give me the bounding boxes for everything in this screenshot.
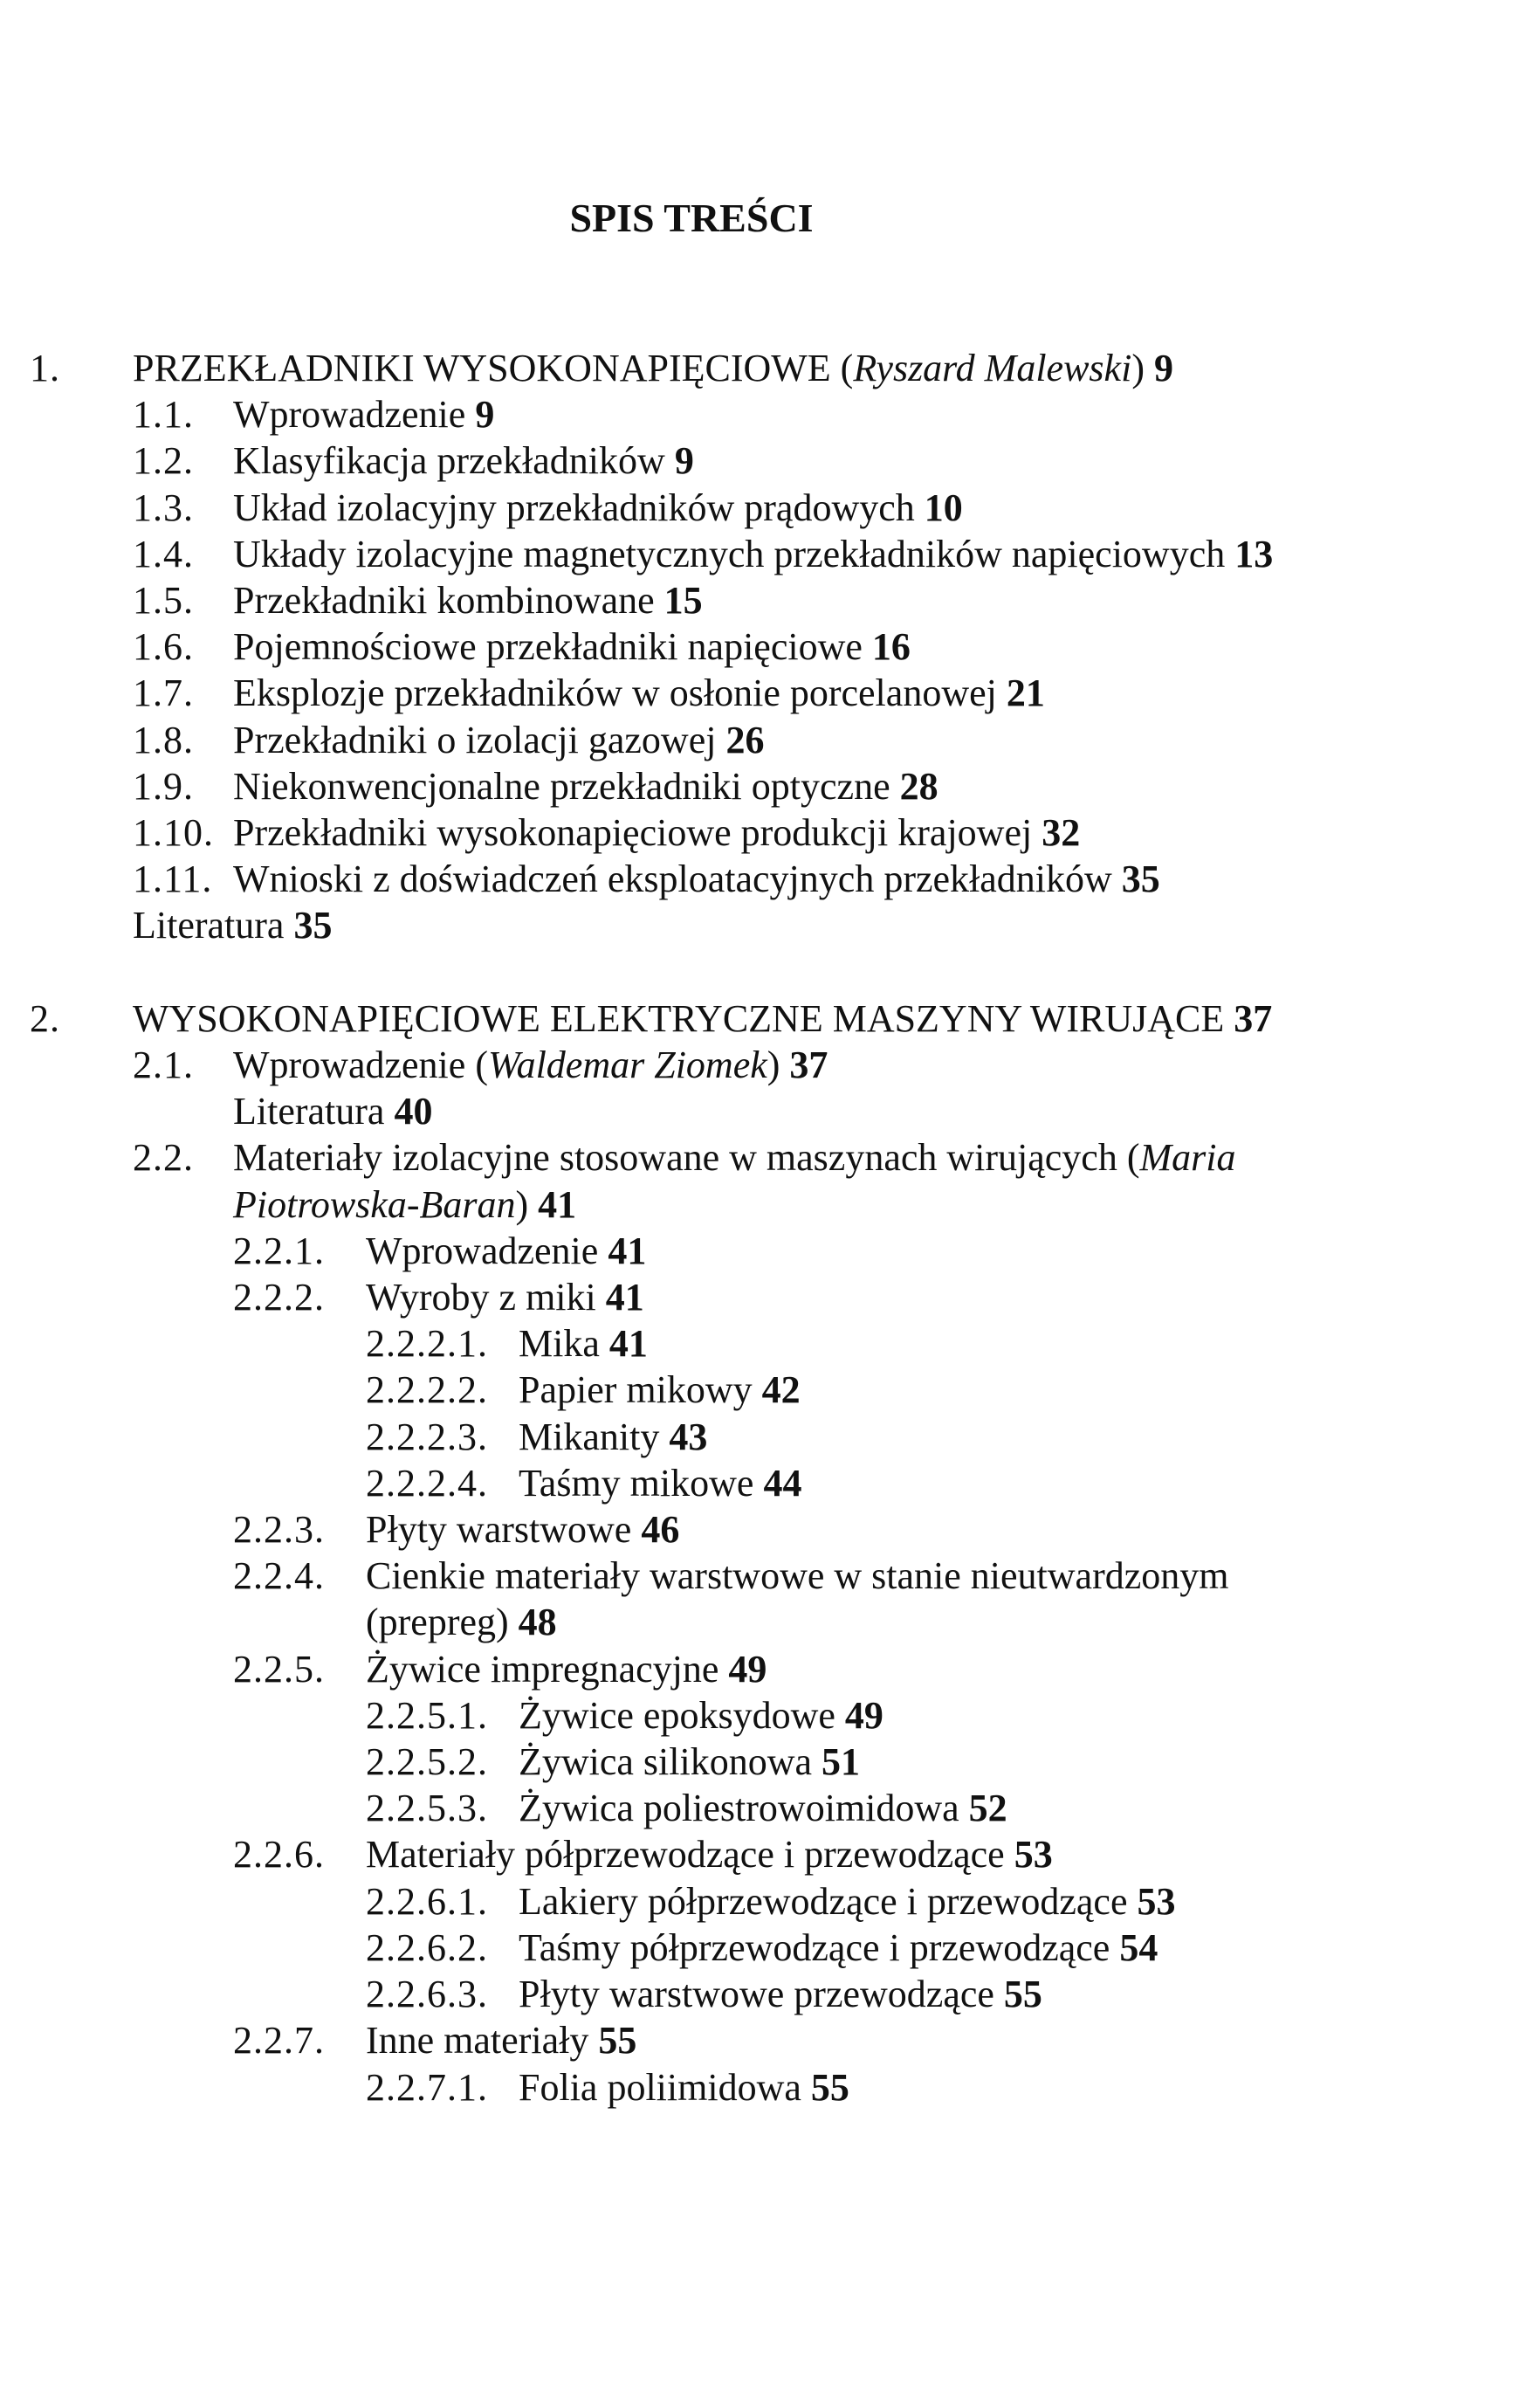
- toc-entry: [0, 1042, 1540, 1088]
- entry-page-number: 9: [1153, 347, 1173, 389]
- toc-entry: [0, 1088, 1540, 1134]
- toc-entry: [0, 1739, 1540, 1785]
- entry-title: Niekonwencjonalne przekładniki optyczne: [233, 764, 890, 808]
- entry-text: [519, 1971, 1540, 2017]
- toc-entry: [0, 577, 1540, 623]
- entry-text: [233, 391, 1540, 437]
- entry-page-number: 15: [663, 579, 703, 623]
- entry-title: Przekładniki wysokonapięciowe produkcji krajowej: [233, 811, 1033, 855]
- toc-entry: [0, 531, 1540, 577]
- entry-page-number: 9: [475, 393, 495, 437]
- entry-text: [233, 763, 1540, 809]
- toc-entry: [0, 1785, 1540, 1831]
- entry-page-number: 44: [763, 1461, 802, 1505]
- entry-page-number: 49: [728, 1647, 767, 1691]
- entry-title: Papier mikowy: [519, 1368, 753, 1412]
- entry-title: Przekładniki o izolacji gazowej: [233, 718, 717, 761]
- entry-text: [519, 1414, 1540, 1460]
- entry-title: Żywica poliestrowoimidowa: [519, 1787, 959, 1830]
- toc-entry: [0, 856, 1540, 902]
- entry-title: Układ izolacyjny przekładników prądowych: [233, 486, 915, 529]
- toc-entry: [0, 1553, 1540, 1645]
- entry-number: 2.2.2.1.: [366, 1322, 488, 1366]
- entry-page-number: 53: [1014, 1833, 1053, 1877]
- toc-entry: [0, 717, 1540, 763]
- entry-text: [519, 1785, 1540, 1831]
- entry-number: 1.5.: [133, 579, 194, 623]
- entry-number: 2.1.: [133, 1043, 194, 1087]
- entry-title: WYSOKONAPIĘCIOWE ELEKTRYCZNE MASZYNY WIRUJĄCE: [133, 996, 1225, 1040]
- entry-text: [366, 1274, 1540, 1320]
- entry-page-number: 32: [1042, 811, 1081, 855]
- entry-text: [366, 1228, 1540, 1274]
- table-of-contents: [0, 345, 1540, 2111]
- entry-title: Układy izolacyjne magnetycznych przekładników napięciowych: [233, 532, 1226, 575]
- entry-title: Płyty warstwowe przewodzące: [519, 1973, 994, 2016]
- entry-text: [519, 1739, 1540, 1785]
- toc-entry: [0, 1460, 1540, 1506]
- entry-title: Literatura: [133, 904, 285, 947]
- toc-entry: [0, 485, 1540, 531]
- entry-page-number: 41: [605, 1276, 644, 1319]
- entry-title: Żywica silikonowa: [519, 1740, 813, 1784]
- entry-page-number: 52: [968, 1787, 1007, 1830]
- entry-title: Materiały półprzewodzące i przewodzące: [366, 1833, 1005, 1877]
- entry-text: PRZEKŁADNIKI WYSOKONAPIĘCIOWE (Ryszard Malewski) 9: [133, 347, 1173, 389]
- entry-number: 2.2.3.: [233, 1508, 325, 1552]
- entry-page-number: 42: [761, 1368, 801, 1412]
- toc-entry: [0, 437, 1540, 484]
- entry-title: Przekładniki kombinowane: [233, 579, 655, 623]
- entry-author: Waldemar Ziomek: [487, 1043, 767, 1087]
- entry-page-number: 41: [608, 1229, 647, 1272]
- entry-number: 2.2.1.: [233, 1229, 325, 1272]
- entry-number: 1.8.: [133, 718, 194, 761]
- entry-text: [519, 1320, 1540, 1367]
- entry-author: Ryszard Malewski: [853, 347, 1132, 389]
- entry-text: [233, 670, 1540, 716]
- entry-title: Taśmy półprzewodzące i przewodzące: [519, 1925, 1110, 1969]
- entry-number: 1.11.: [133, 857, 213, 901]
- toc-entry: [0, 2017, 1540, 2063]
- entry-title: Wyroby z miki: [366, 1276, 596, 1319]
- toc-entry: [0, 2064, 1540, 2111]
- entry-text: [233, 717, 1540, 763]
- toc-entry: [0, 1506, 1540, 1553]
- entry-page-number: 48: [518, 1601, 557, 1644]
- entry-text: [519, 1878, 1540, 1925]
- entry-title: Materiały izolacyjne stosowane w maszynach wirujących: [233, 1136, 1117, 1180]
- entry-page-number: 28: [899, 764, 938, 808]
- entry-page-number: 35: [293, 904, 333, 947]
- entry-title: Lakiery półprzewodzące i przewodzące: [519, 1879, 1128, 1923]
- entry-text: [233, 623, 1540, 670]
- page-title: SPIS TREŚCI: [569, 196, 814, 240]
- entry-page-number: 9: [674, 439, 694, 483]
- entry-text: [233, 809, 1540, 856]
- entry-page-number: 55: [598, 2019, 637, 2063]
- entry-number: 1.6.: [133, 625, 194, 669]
- entry-number: 1.4.: [133, 532, 194, 575]
- toc-entry: [0, 1414, 1540, 1460]
- entry-text: [519, 1460, 1540, 1506]
- entry-text: [519, 1367, 1540, 1413]
- entry-number: 1.2.: [133, 439, 194, 483]
- entry-title: Wprowadzenie: [233, 1043, 466, 1087]
- entry-page-number: 41: [608, 1322, 648, 1366]
- entry-title: Żywice epoksydowe: [519, 1693, 835, 1737]
- entry-number: 1.10.: [133, 811, 214, 855]
- entry-title: Wnioski z doświadczeń eksploatacyjnych przekładników: [233, 857, 1112, 901]
- entry-page-number: 54: [1119, 1925, 1158, 1969]
- entry-text: [366, 2017, 1540, 2063]
- entry-text: [519, 1925, 1540, 1971]
- entry-title: Inne materiały: [366, 2019, 589, 2063]
- entry-page-number: 40: [394, 1090, 433, 1133]
- toc-entry: [0, 763, 1540, 809]
- entry-number: 2.2.5.1.: [366, 1693, 488, 1737]
- entry-title: Klasyfikacja przekładników: [233, 439, 665, 483]
- entry-page-number: 55: [1003, 1973, 1042, 2016]
- entry-number: 2.2.7.1.: [366, 2065, 488, 2109]
- entry-title: Cienkie materiały warstwowe w stanie nieutwardzonym (prepreg): [366, 1554, 1229, 1644]
- entry-title: Mika: [519, 1322, 600, 1366]
- toc-entry: [0, 809, 1540, 856]
- entry-title: Żywice impregnacyjne: [366, 1647, 719, 1691]
- entry-page-number: 16: [871, 625, 911, 669]
- entry-title: Taśmy mikowe: [519, 1461, 754, 1505]
- entry-page-number: 46: [641, 1508, 680, 1552]
- entry-page-number: 49: [844, 1693, 883, 1737]
- entry-number: 2.2.6.2.: [366, 1925, 488, 1969]
- entry-text: [366, 1506, 1540, 1553]
- toc-entry: [0, 391, 1540, 437]
- entry-number: 2.2.6.3.: [366, 1973, 488, 2016]
- entry-title: Płyty warstwowe: [366, 1508, 632, 1552]
- entry-text: [366, 1553, 1540, 1645]
- entry-number: 1.7.: [133, 672, 194, 715]
- entry-title: Literatura: [233, 1090, 385, 1133]
- entry-number: 2.2.2.3.: [366, 1415, 488, 1458]
- toc-entry: [0, 1646, 1540, 1692]
- entry-title: Pojemnościowe przekładniki napięciowe: [233, 625, 863, 669]
- entry-text: Materiały izolacyjne stosowane w maszynach wirujących (Maria Piotrowska-Baran) 41: [233, 1136, 1236, 1226]
- entry-page-number: 37: [1234, 996, 1273, 1040]
- entry-number: 2.2.2.4.: [366, 1461, 488, 1505]
- entry-text: [233, 577, 1540, 623]
- entry-number: 2.2.7.: [233, 2019, 325, 2063]
- entry-title: PRZEKŁADNIKI WYSOKONAPIĘCIOWE: [133, 347, 831, 389]
- entry-text: [366, 1646, 1540, 1692]
- entry-text: [519, 1692, 1540, 1739]
- toc-entry: [0, 902, 1540, 948]
- entry-number: 2.2.5.2.: [366, 1740, 488, 1784]
- entry-text: [233, 1088, 1540, 1134]
- entry-page-number: 55: [810, 2065, 849, 2109]
- entry-title: Wprowadzenie: [233, 393, 466, 437]
- toc-entry: [0, 1692, 1540, 1739]
- toc-entry: [0, 670, 1540, 716]
- entry-text: [133, 995, 1540, 1042]
- entry-page-number: 53: [1137, 1879, 1176, 1923]
- entry-number: 2.2.2.2.: [366, 1368, 488, 1412]
- entry-number: 2.2.: [133, 1136, 194, 1180]
- entry-page-number: 21: [1006, 672, 1045, 715]
- entry-number: 2.2.6.: [233, 1833, 325, 1877]
- entry-page-number: 41: [538, 1182, 577, 1226]
- entry-page-number: 26: [725, 718, 765, 761]
- entry-text: [233, 437, 1540, 484]
- entry-number: 2.: [30, 996, 60, 1040]
- entry-text: [233, 856, 1540, 902]
- toc-entry: [0, 1367, 1540, 1413]
- toc-entry: [0, 623, 1540, 670]
- entry-number: 2.2.6.1.: [366, 1879, 488, 1923]
- entry-text: [133, 902, 1540, 948]
- entry-page-number: 37: [789, 1043, 828, 1087]
- entry-number: 1.3.: [133, 486, 194, 529]
- toc-entry: [0, 1971, 1540, 2017]
- entry-number: 2.2.4.: [233, 1554, 325, 1598]
- entry-text: Wprowadzenie (Waldemar Ziomek) 37: [233, 1043, 828, 1087]
- toc-entry: [0, 1925, 1540, 1971]
- entry-number: 2.2.5.3.: [366, 1787, 488, 1830]
- entry-text: [233, 485, 1540, 531]
- toc-entry: [0, 1228, 1540, 1274]
- entry-page-number: 10: [924, 486, 963, 529]
- entry-title: Folia poliimidowa: [519, 2065, 801, 2109]
- entry-page-number: 43: [669, 1415, 708, 1458]
- entry-title: Mikanity: [519, 1415, 660, 1458]
- entry-text: [519, 2064, 1540, 2111]
- toc-entry: [0, 995, 1540, 1042]
- entry-number: 1.1.: [133, 393, 194, 437]
- toc-entry: [0, 1320, 1540, 1367]
- toc-entry: [0, 1831, 1540, 1877]
- entry-page-number: 51: [822, 1740, 861, 1784]
- entry-number: 1.9.: [133, 764, 194, 808]
- toc-entry: [0, 1878, 1540, 1925]
- entry-number: 2.2.2.: [233, 1276, 325, 1319]
- entry-number: 2.2.5.: [233, 1647, 325, 1691]
- toc-entry: [0, 1274, 1540, 1320]
- entry-text: [233, 531, 1540, 577]
- entry-page-number: 35: [1121, 857, 1160, 901]
- entry-title: Wprowadzenie: [366, 1229, 599, 1272]
- entry-title: Eksplozje przekładników w osłonie porcelanowej: [233, 672, 997, 715]
- entry-page-number: 13: [1234, 532, 1274, 575]
- entry-author: Maria Piotrowska-Baran: [233, 1136, 1236, 1226]
- toc-entry: [0, 1134, 1540, 1227]
- entry-number: 1.: [30, 347, 60, 389]
- toc-entry: [0, 345, 1540, 391]
- entry-text: [366, 1831, 1540, 1877]
